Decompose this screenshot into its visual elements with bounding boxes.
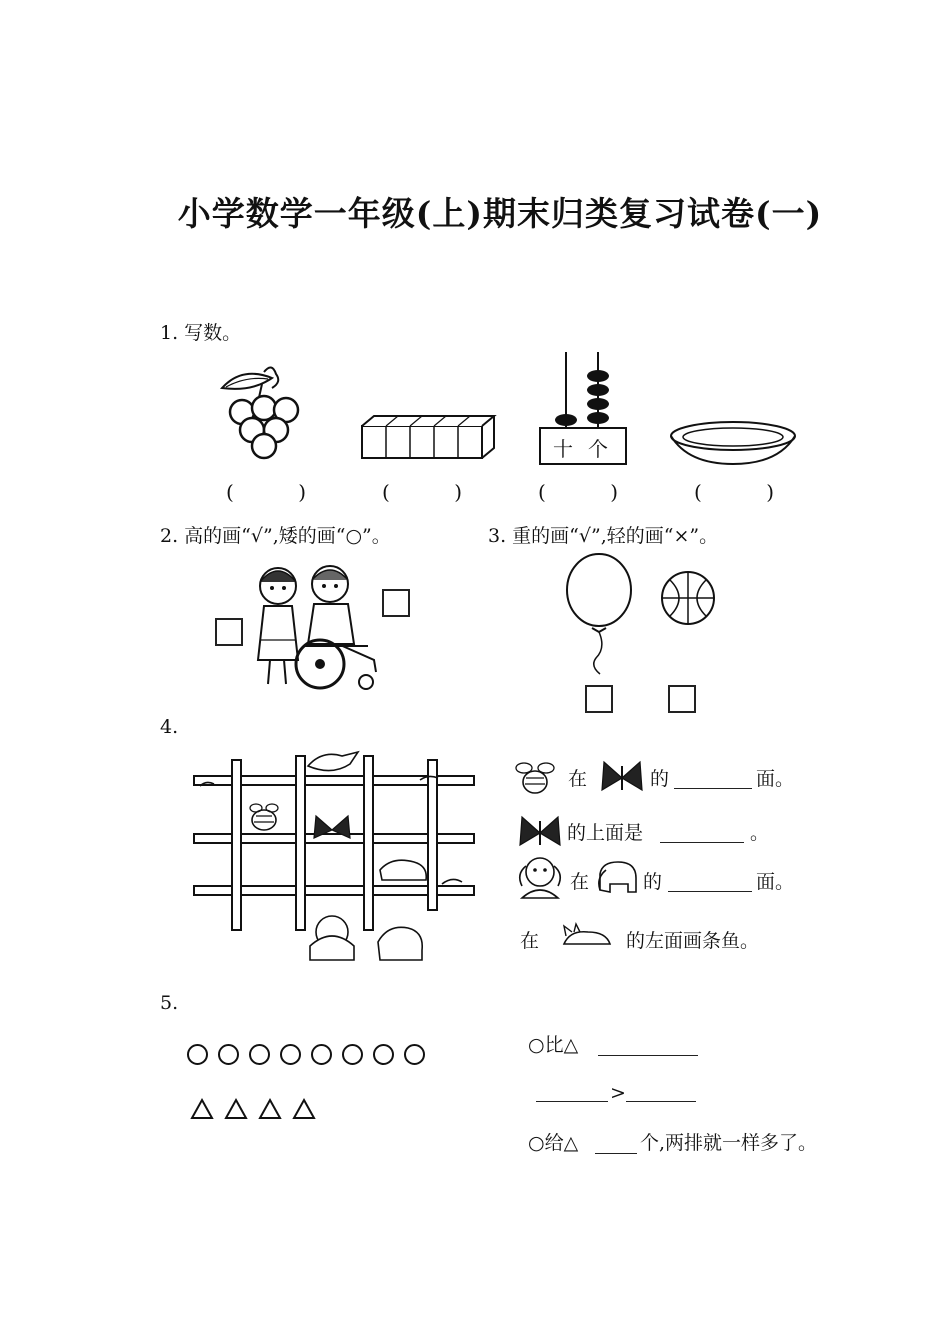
triangle-shape — [258, 1098, 282, 1120]
q4-line3-blank[interactable] — [668, 873, 752, 896]
triangle-shape — [292, 1098, 316, 1120]
butterfly-icon — [600, 760, 644, 794]
grapes-picture — [212, 362, 312, 462]
question-1-label: 1. 写数。 — [160, 322, 242, 344]
answer-box-boy[interactable] — [382, 589, 410, 617]
circle-row — [187, 1044, 435, 1069]
q4-line3-text-b: 的 — [643, 871, 663, 893]
q5-line3-blank[interactable] — [595, 1135, 637, 1158]
abacus-picture — [536, 350, 630, 468]
balloon-picture — [562, 552, 636, 676]
abacus-tens-label: 十 — [553, 437, 573, 461]
q4-line1-text-c: 面。 — [756, 768, 795, 790]
circle-shape — [218, 1044, 239, 1065]
q5-line2-blank-left[interactable] — [536, 1083, 608, 1106]
circle-shape — [249, 1044, 270, 1065]
q4-line1-text-a: 在 — [568, 768, 588, 790]
cubes-picture — [360, 412, 495, 462]
page-title: 小学数学一年级(上)期末归类复习试卷(一) — [177, 194, 823, 233]
q4-line4-text-a: 在 — [520, 930, 540, 952]
plate-picture — [668, 420, 798, 466]
circle-shape — [373, 1044, 394, 1065]
elephant-icon — [594, 858, 640, 896]
circle-shape — [404, 1044, 425, 1065]
q5-line1-blank[interactable] — [598, 1037, 698, 1060]
q5-line2-gt: > — [610, 1082, 626, 1104]
cat-icon — [560, 920, 614, 950]
bamboo-trellis-picture — [192, 746, 480, 962]
triangle-row — [190, 1098, 326, 1124]
answer-parens-3[interactable]: ( ) — [538, 480, 618, 504]
q4-line1-text-b: 的 — [650, 768, 670, 790]
q5-line1-text: ○比△ — [528, 1034, 579, 1056]
abacus-ones-label: 个 — [588, 437, 608, 461]
circle-shape — [311, 1044, 332, 1065]
dog-icon — [512, 852, 568, 902]
question-4-label: 4. — [160, 716, 179, 738]
q5-line2-blank-right[interactable] — [626, 1083, 696, 1106]
triangle-shape — [224, 1098, 248, 1120]
q4-line2-text-b: 。 — [750, 822, 770, 844]
question-2-label: 2. 高的画“√”,矮的画“○”。 — [160, 525, 391, 547]
q4-line1-blank[interactable] — [674, 770, 752, 793]
children-wheelchair-picture — [238, 560, 388, 692]
basketball-picture — [660, 570, 716, 626]
circle-shape — [280, 1044, 301, 1065]
answer-parens-1[interactable]: ( ) — [226, 480, 306, 504]
answer-parens-2[interactable]: ( ) — [382, 480, 462, 504]
bee-icon — [514, 758, 556, 798]
q4-line2-text-a: 的上面是 — [567, 822, 644, 844]
answer-parens-4[interactable]: ( ) — [694, 480, 774, 504]
q5-line3-text-a: ○给△ — [528, 1132, 579, 1154]
q5-line3-text-b: 个,两排就一样多了。 — [640, 1132, 818, 1154]
q4-line3-text-a: 在 — [570, 871, 590, 893]
answer-box-girl[interactable] — [215, 618, 243, 646]
butterfly-icon — [518, 815, 562, 849]
question-5-label: 5. — [160, 992, 179, 1014]
q4-line2-blank[interactable] — [660, 824, 744, 847]
circle-shape — [187, 1044, 208, 1065]
answer-box-balloon[interactable] — [585, 685, 613, 713]
q4-line4-text-b: 的左面画条鱼。 — [626, 930, 760, 952]
answer-box-basketball[interactable] — [668, 685, 696, 713]
circle-shape — [342, 1044, 363, 1065]
q4-line3-text-c: 面。 — [756, 871, 795, 893]
question-3-label: 3. 重的画“√”,轻的画“×”。 — [488, 525, 719, 547]
triangle-shape — [190, 1098, 214, 1120]
